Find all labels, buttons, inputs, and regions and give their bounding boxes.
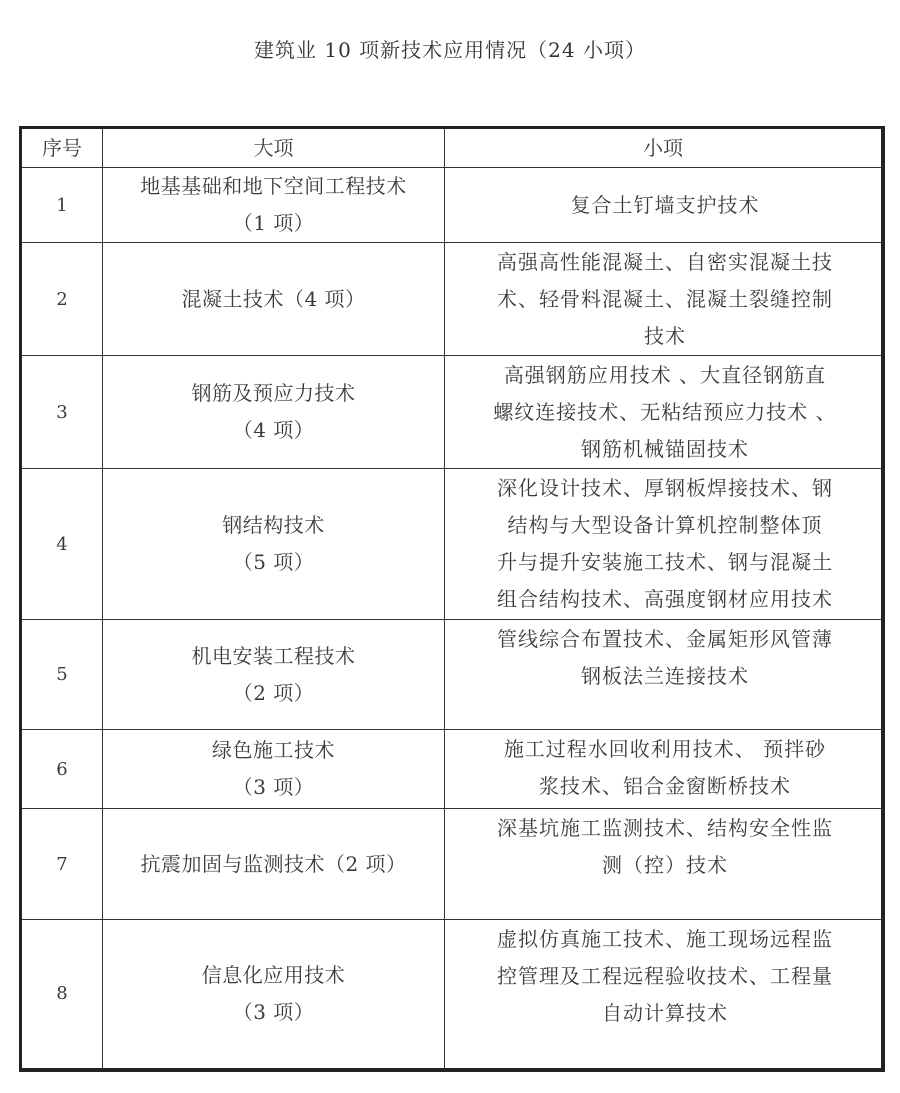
major-item-count: （1 项）	[232, 211, 315, 235]
minor-item-line: 结构与大型设备计算机控制整体顶	[507, 513, 823, 537]
major-item	[103, 168, 445, 243]
minor-item-line: 深基坑施工监测技术、结构安全性监	[497, 816, 833, 840]
major-item-count: （3 项）	[232, 999, 315, 1024]
table-row	[21, 730, 884, 809]
major-item-line: 机电安装工程技术	[191, 643, 356, 668]
minor-items	[445, 620, 884, 730]
minor-item-line: 钢筋机械锚固技术	[581, 437, 749, 461]
major-item	[103, 920, 445, 1070]
minor-item-line: 控管理及工程远程验收技术、工程量	[497, 964, 833, 988]
minor-item-line: 技术	[644, 324, 686, 348]
minor-item-line: 螺纹连接技术、无粘结预应力技术 、	[493, 400, 837, 424]
header-major: 大项	[103, 128, 445, 168]
major-item-count: （3 项）	[232, 775, 315, 799]
minor-item-line: 组合结构技术、高强度钢材应用技术	[497, 587, 833, 611]
table-row	[21, 809, 884, 920]
major-item-line: 混凝土技术（4 项）	[181, 286, 366, 311]
header-minor: 小项	[445, 128, 884, 168]
minor-items	[445, 243, 884, 356]
minor-item-line: 测（控）技术	[602, 853, 728, 877]
major-item-line: 地基基础和地下空间工程技术	[140, 174, 407, 198]
minor-items	[445, 920, 884, 1070]
header-no: 序号	[21, 128, 103, 168]
table-row	[21, 469, 884, 620]
major-item-count: （2 项）	[232, 680, 315, 705]
minor-items	[445, 356, 884, 469]
row-number: 7	[21, 809, 103, 920]
minor-item-line: 高强钢筋应用技术 、大直径钢筋直	[503, 363, 827, 387]
table-header-row	[21, 128, 884, 168]
row-number: 6	[21, 730, 103, 809]
row-number: 3	[21, 356, 103, 469]
table-row	[21, 356, 884, 469]
major-item	[103, 243, 445, 356]
major-item-line: 钢筋及预应力技术	[191, 381, 356, 405]
minor-item-line: 施工过程水回收利用技术、 预拌砂	[503, 737, 827, 761]
table-row	[21, 620, 884, 730]
minor-item-line: 术、轻骨料混凝土、混凝土裂缝控制	[497, 287, 833, 311]
minor-item-line: 升与提升安装施工技术、钢与混凝土	[497, 550, 833, 574]
major-item-line: 绿色施工技术	[212, 738, 335, 762]
major-item	[103, 469, 445, 620]
minor-items	[445, 168, 884, 243]
table-row	[21, 168, 884, 243]
technology-table	[19, 126, 885, 1072]
minor-items	[445, 469, 884, 620]
major-item	[103, 620, 445, 730]
minor-items	[445, 730, 884, 809]
row-number: 8	[21, 920, 103, 1070]
major-item-count: （5 项）	[232, 550, 315, 574]
major-item	[103, 809, 445, 920]
minor-item-line: 管线综合布置技术、金属矩形风管薄	[497, 627, 833, 651]
row-number: 4	[21, 469, 103, 620]
minor-item-line: 高强高性能混凝土、自密实混凝土技	[497, 250, 833, 274]
document-title: 建筑业 10 项新技术应用情况（24 小项）	[254, 38, 646, 62]
row-number: 2	[21, 243, 103, 356]
minor-items	[445, 809, 884, 920]
row-number: 5	[21, 620, 103, 730]
major-item-line: 信息化应用技术	[201, 962, 346, 987]
major-item-line: 抗震加固与监测技术（2 项）	[140, 851, 407, 876]
row-number: 1	[21, 168, 103, 243]
major-item-count: （4 项）	[232, 418, 315, 442]
minor-item-line: 深化设计技术、厚钢板焊接技术、钢	[497, 476, 833, 500]
table-row	[21, 920, 884, 1070]
minor-item-line: 浆技术、铝合金窗断桥技术	[539, 774, 791, 798]
minor-item-line: 自动计算技术	[602, 1001, 728, 1025]
minor-item-line: 复合土钉墙支护技术	[570, 193, 760, 217]
major-item	[103, 356, 445, 469]
table-row	[21, 243, 884, 356]
major-item-line: 钢结构技术	[222, 513, 325, 537]
major-item	[103, 730, 445, 809]
minor-item-line: 钢板法兰连接技术	[581, 664, 749, 688]
minor-item-line: 虚拟仿真施工技术、施工现场远程监	[497, 927, 833, 951]
